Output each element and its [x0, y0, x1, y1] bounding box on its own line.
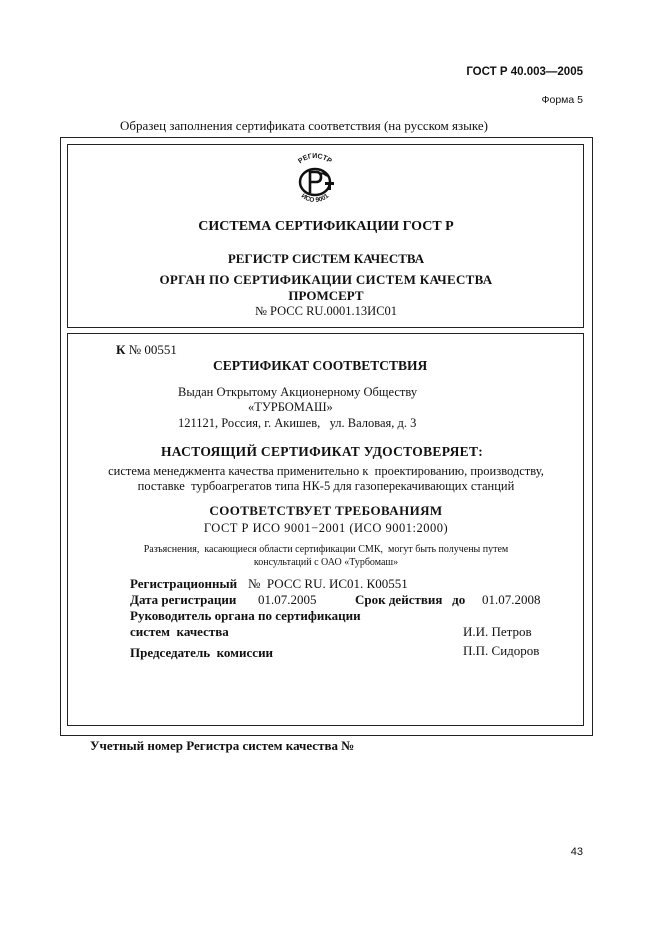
head-name: И.И. Петров	[463, 624, 532, 639]
registration-label: Регистрационный	[130, 576, 238, 591]
certificate-number-value: № 00551	[128, 342, 177, 357]
scope-line2: поставке турбоагрегатов типа НК-5 для газоперекачивающих станций	[137, 479, 515, 493]
note-line1: Разъяснения, касающиеся области сертификации СМК, могут быть получены путем	[143, 544, 509, 555]
note-line2: консультаций с ОАО «Турбомаш»	[253, 557, 399, 568]
chair-label: Председатель комиссии	[130, 645, 274, 660]
certificate-title: СЕРТИФИКАТ СООТВЕТСТВИЯ	[213, 358, 428, 373]
standard-designation: ГОСТ Р 40.003—2005	[466, 66, 583, 78]
address: 121121, Россия, г. Акишев, ул. Валовая, д. 3	[178, 416, 417, 430]
gost-r-logo	[283, 152, 347, 210]
validity-label: Срок действия до	[355, 592, 466, 607]
organ-number: № РОСС RU.0001.13ИС01	[254, 304, 398, 318]
register-title: РЕГИСТР СИСТЕМ КАЧЕСТВА	[227, 251, 425, 266]
gost-r-logo-icon	[283, 152, 347, 210]
svg-text:РЕГИСТР	[297, 153, 333, 165]
form-number: Форма 5	[541, 94, 583, 106]
caption: Образец заполнения сертификата соответствия (на русском языке)	[120, 118, 488, 133]
registration-date-value: 01.07.2005	[258, 592, 317, 607]
account-number-label: Учетный номер Регистра систем качества №	[90, 738, 355, 753]
complies-heading: СООТВЕТСТВУЕТ ТРЕБОВАНИЯМ	[209, 503, 443, 518]
standard-requirements: ГОСТ Р ИСО 9001−2001 (ИСО 9001:2000)	[203, 521, 449, 535]
head-label-line1: Руководитель органа по сертификации	[130, 608, 361, 623]
certification-system-title: СИСТЕМА СЕРТИФИКАЦИИ ГОСТ Р	[198, 219, 454, 234]
chair-name: П.П. Сидоров	[463, 643, 540, 658]
organ-title-line1: ОРГАН ПО СЕРТИФИКАЦИИ СИСТЕМ КАЧЕСТВА	[159, 272, 493, 287]
certificate-number-prefix: К	[116, 342, 126, 357]
head-label-line2: систем качества	[130, 624, 229, 639]
logo-bottom-text: ИСО 9001	[299, 192, 331, 205]
registration-date-label: Дата регистрации	[130, 592, 237, 607]
organ-title-line2: ПРОМСЕРТ	[288, 288, 364, 303]
issued-to-line1: Выдан Открытому Акционерному Обществу	[178, 385, 418, 399]
scope-line1: система менеджмента качества применительно к проектированию, производству,	[108, 464, 544, 478]
registration-value: № РОСС RU. ИС01. К00551	[248, 576, 408, 591]
certifies-heading: НАСТОЯЩИЙ СЕРТИФИКАТ УДОСТОВЕРЯЕТ:	[161, 444, 484, 459]
page-number: 43	[570, 846, 583, 858]
validity-value: 01.07.2008	[482, 592, 541, 607]
issued-to-line2: «ТУРБОМАШ»	[248, 400, 333, 414]
certificate-number	[116, 342, 177, 358]
logo-top-text: РЕГИСТР	[297, 152, 333, 166]
